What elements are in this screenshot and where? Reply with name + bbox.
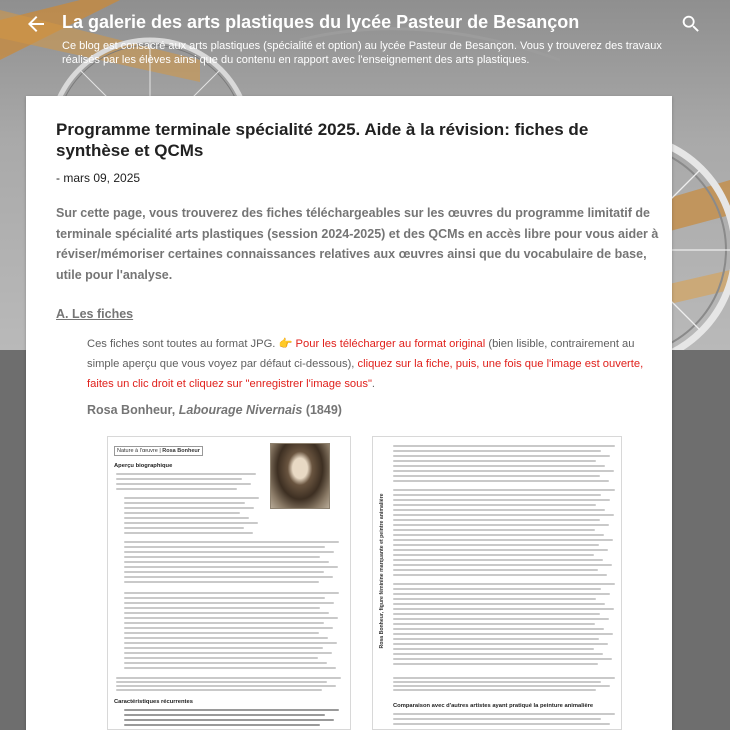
sheet-text-line [393,677,615,679]
instructions-text: . [371,378,376,390]
sheet-text-line [393,713,615,715]
sheet-text-line [393,623,595,625]
sheet-text-line [393,554,594,556]
sheet-text-line [393,658,612,660]
sheet-text-line [393,603,605,605]
sheet-text-line [393,524,609,526]
sheet-text-line [124,627,333,629]
sheet-text-line [124,617,338,619]
sheet-text-line [393,455,610,457]
sheet-text-line [124,517,249,519]
sheet-text-line [393,519,600,521]
sheet-text-line [124,719,334,721]
sheet-text-line [124,657,318,659]
sheet-text-line [393,465,605,467]
sheet-text-line [393,723,610,725]
sheet-text-line [393,480,609,482]
sheet-text-line [124,581,319,583]
post-date[interactable]: - mars 09, 2025 [56,171,141,185]
sheet-text-line [124,556,320,558]
sheet-text-line [124,576,333,578]
artwork-artist: Rosa Bonheur, [87,403,179,417]
instructions-text: Ces fiches sont toutes au format JPG. [87,338,279,350]
sheet-tag-name: Rosa Bonheur [162,448,200,454]
sheet-text-line [393,539,613,541]
sheet-text-line [124,527,244,529]
sheet-text-line [393,494,601,496]
sheet-text-line [116,681,327,683]
sheet-text-line [393,681,601,683]
sheet-vertical-title [377,443,387,713]
sheet-text-line [393,689,596,691]
pointing-hand-icon: 👉 [278,338,293,350]
section-heading-fiches: A. Les fiches [56,307,134,321]
sheet-text-line [124,622,324,624]
sheet-tag-label: Nature à l'œuvre [117,448,158,454]
sheet-heading-bio: Aperçu biographique [114,463,173,469]
search-icon[interactable] [680,13,702,35]
sheet-text-line [393,648,594,650]
sheet-text-line [124,637,328,639]
sheet-text-line [393,633,613,635]
sheet-text-line [124,667,336,669]
sheet-text-line [393,598,596,600]
sheet-text-line [393,534,604,536]
sheet-text-line [116,478,242,480]
sheet-text-line [393,613,600,615]
sheet-text-line [393,529,595,531]
sheet-vertical-title-text: Rosa Bonheur, figure féminine marquante et peintre animalière [379,493,385,649]
sheet-text-line [124,662,327,664]
sheet-text-line [116,685,336,687]
sheet-text-line [393,475,600,477]
sheet-text-line [393,583,615,585]
sheet-text-line [393,489,615,491]
sheet-text-line [393,718,601,720]
sheet-text-line [124,612,329,614]
sheet-text-line [124,724,320,726]
arrow-left-icon[interactable] [24,12,48,36]
sheet-text-line [116,488,237,490]
sheet-text-line [116,473,256,475]
sheet-text-line [124,652,332,654]
artwork-heading [87,403,342,417]
sheet-text-line [124,632,319,634]
sheet-text-line [124,541,339,543]
sheet-text-line [393,663,598,665]
sheet-text-line [393,638,599,640]
sheet-text-line [124,551,334,553]
sheet-heading-comparison: Comparaison avec d'autres artistes ayant pratiqué la peinture animalière [393,703,594,709]
sheet-text-line [124,566,338,568]
sheet-text-line [124,647,323,649]
sheet-text-line [124,546,325,548]
sheet-text-line [124,561,329,563]
sheet-text-line [124,507,254,509]
sheet-text-line [393,544,599,546]
sheet-heading-features: Caractéristiques récurrentes [114,699,193,705]
sheet-text-line [393,628,604,630]
sheet-text-line [124,532,253,534]
sheet-text-line [393,460,596,462]
artwork-year: (1849) [302,403,342,417]
instructions-highlight: cliquez sur la fiche, puis, une fois que l'image est ouverte, faites un clic droit et cliquez sur "enregistrer l'image sous" [87,358,644,390]
sheet-text-line [393,608,614,610]
sheet-text-line [393,685,610,687]
instructions-highlight: Pour les télécharger au format original [292,338,486,350]
blog-title[interactable]: La galerie des arts plastiques du lycée Pasteur de Besançon [62,12,580,32]
sheet-text-line [393,549,608,551]
blog-description: Ce blog est consacré aux arts plastiques (spécialité et option) au lycée Pasteur de Besançon. Vous y trouverez des travaux réalisés par les élèves ainsi que du contenu en rapport avec l'enseignement des arts plastiques. [62,40,662,66]
artwork-title: Labourage Nivernais [178,403,303,417]
post-intro: Sur cette page, vous trouverez des fiches téléchargeables sur les œuvres du programme limitatif de terminale spécialité arts plastiques (session 2024-2025) et des QCMs en accès libre pour vous aider à réviser/mémoriser certaines connaissances relatives aux œuvres ainsi que du vocabulaire de base, utile pour l'analyse. [56,206,659,282]
sheet-text-line [116,689,322,691]
sheet-text-line [393,618,609,620]
sheet-text-line [393,559,603,561]
post-title: Programme terminale spécialité 2025. Aide à la révision: fiches de synthèse et QCMs [56,120,589,160]
sheet-text-line [124,709,339,711]
sheet-text-line [393,509,605,511]
sheet-text-line [393,564,612,566]
sheet-text-line [393,445,615,447]
sheet-text-line [393,504,596,506]
sheet-text-line [116,483,251,485]
sheet-text-line [393,569,598,571]
sheet-text-line [124,522,258,524]
sheet-text-line [116,677,341,679]
sheet-text-line [393,574,607,576]
instructions-text: (bien lisible, contrairement au simple aperçu que vous voyez par défaut ci-dessous), [87,338,635,370]
sheet-text-line [393,588,601,590]
sheet-text-line [393,653,603,655]
sheet-text-line [393,514,614,516]
download-instructions [87,334,661,394]
sheet-text-line [124,602,334,604]
revision-sheet-image-1[interactable] [107,436,351,730]
sheet-text-line [393,593,610,595]
sheet-text-line [124,502,245,504]
sheet-text-line [124,642,337,644]
sheet-text-line [124,714,325,716]
sheet-text-line [393,470,614,472]
sheet-text-line [124,592,339,594]
sheet-text-line [124,512,240,514]
sheet-text-line [124,497,259,499]
portrait-image [270,443,330,509]
sheet-tag: Nature à l'œuvre | Rosa Bonheur [114,446,203,456]
revision-sheet-image-2[interactable] [372,436,622,730]
sheet-text-line [124,597,325,599]
sheet-text-line [124,571,324,573]
sheet-text-line [393,450,601,452]
sheet-text-line [393,643,608,645]
sheet-text-line [393,499,610,501]
sheet-text-line [124,607,320,609]
